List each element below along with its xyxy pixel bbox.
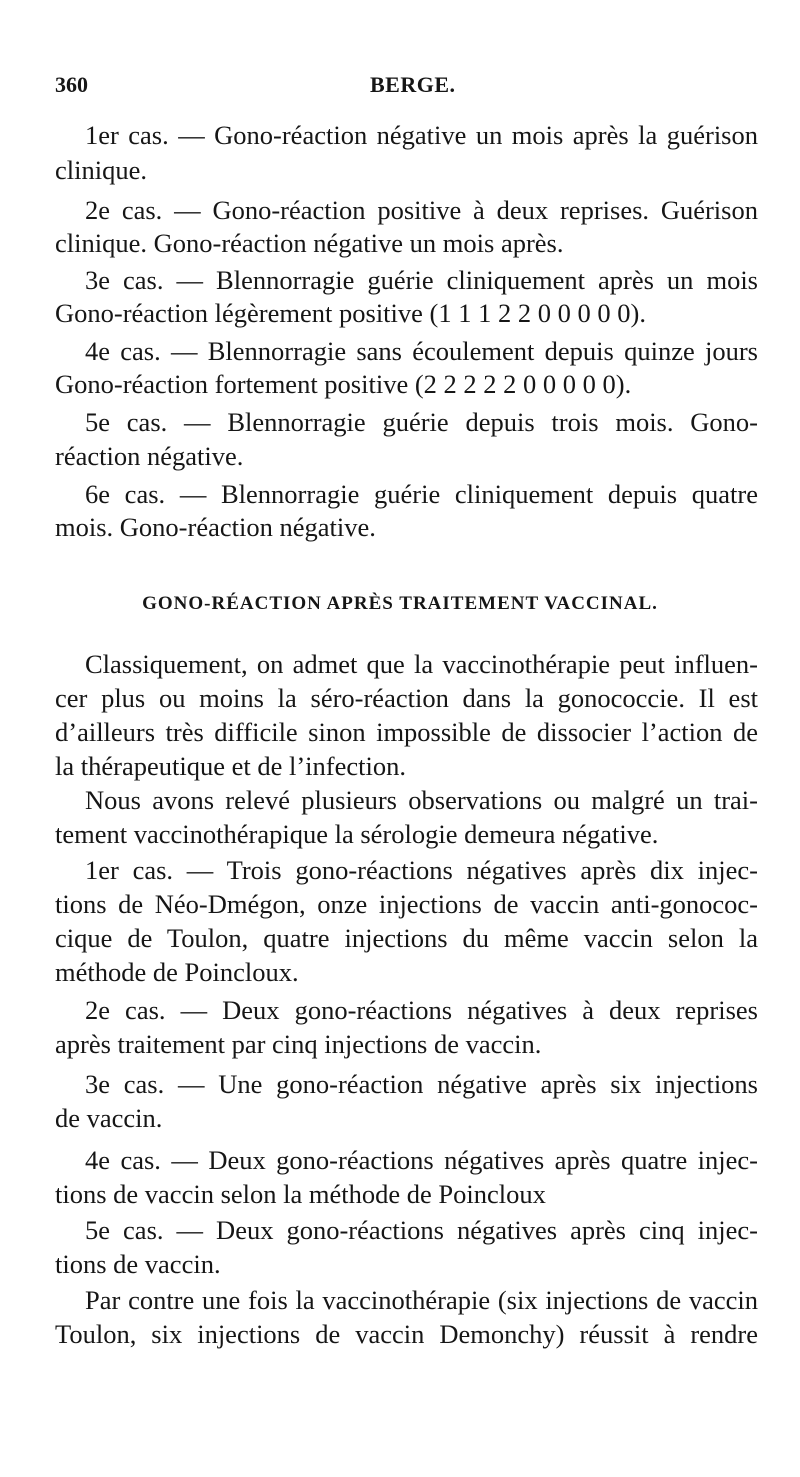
- section-title: GONO-RÉACTION APRÈS TRAITEMENT VACCINAL.: [142, 593, 658, 614]
- text-line: 2e cas. — Gono-réaction positive à deux reprises. Guérison: [85, 195, 758, 225]
- text-line: 4e cas. — Blennorragie sans écoulement depuis quinze jours: [85, 336, 758, 366]
- running-head: BERGE.: [370, 72, 456, 97]
- text-line: réaction négative.: [55, 441, 244, 471]
- text-line: de vaccin.: [55, 1103, 163, 1133]
- text-line: d’ailleurs très difficile sinon impossible de dissocier l’action de: [55, 717, 758, 747]
- text-line: tions de Néo-Dmégon, onze injections de vaccin anti-gonococ-: [55, 889, 758, 919]
- text-line: la thérapeutique et de l’infection.: [55, 751, 406, 781]
- text-line: 5e cas. — Deux gono-réactions négatives après cinq injec-: [85, 1215, 758, 1245]
- text-line: tions de vaccin selon la méthode de Poincloux: [55, 1179, 546, 1209]
- text-line: 2e cas. — Deux gono-réactions négatives à deux reprises: [85, 995, 758, 1025]
- text-line: 3e cas. — Blennorragie guérie cliniquement après un mois: [85, 265, 758, 295]
- text-line: 1er cas. — Trois gono-réactions négatives après dix injec-: [85, 855, 758, 885]
- text-line: cique de Toulon, quatre injections du même vaccin selon la: [55, 923, 758, 953]
- page-header: [55, 72, 755, 108]
- text-line: Gono-réaction légèrement positive (1 1 1 2 2 0 0 0 0 0).: [55, 298, 646, 328]
- text-line: 6e cas. — Blennorragie guérie cliniquement depuis quatre: [85, 479, 758, 509]
- text-line: Classiquement, on admet que la vaccinothérapie peut influen-: [85, 649, 758, 679]
- text-line: après traitement par cinq injections de vaccin.: [55, 1029, 542, 1059]
- text-line: 3e cas. — Une gono-réaction négative après six injections: [85, 1069, 758, 1099]
- text-line: Toulon, six injections de vaccin Demonchy) réussit à rendre: [55, 1319, 758, 1349]
- text-line: méthode de Poincloux.: [55, 957, 299, 987]
- text-line: 4e cas. — Deux gono-réactions négatives après quatre injec-: [85, 1145, 758, 1175]
- text-line: clinique. Gono-réaction négative un mois après.: [55, 228, 564, 258]
- text-line: tions de vaccin.: [55, 1249, 221, 1279]
- text-line: cer plus ou moins la séro-réaction dans la gonococcie. Il est: [55, 683, 758, 713]
- text-line: 1er cas. — Gono-réaction négative un mois après la guérison: [85, 120, 758, 150]
- text-line: Par contre une fois la vaccinothérapie (six injections de vaccin: [85, 1285, 758, 1315]
- text-line: tement vaccinothérapique la sérologie demeura négative.: [55, 819, 659, 849]
- text-line: clinique.: [55, 155, 147, 185]
- page-number: 360: [55, 72, 88, 97]
- text-line: Nous avons relevé plusieurs observations ou malgré un trai-: [85, 785, 758, 815]
- text-line: mois. Gono-réaction négative.: [55, 512, 376, 542]
- text-line: Gono-réaction fortement positive (2 2 2 2 2 0 0 0 0 0).: [55, 369, 632, 399]
- text-line: 5e cas. — Blennorragie guérie depuis trois mois. Gono-: [85, 407, 758, 437]
